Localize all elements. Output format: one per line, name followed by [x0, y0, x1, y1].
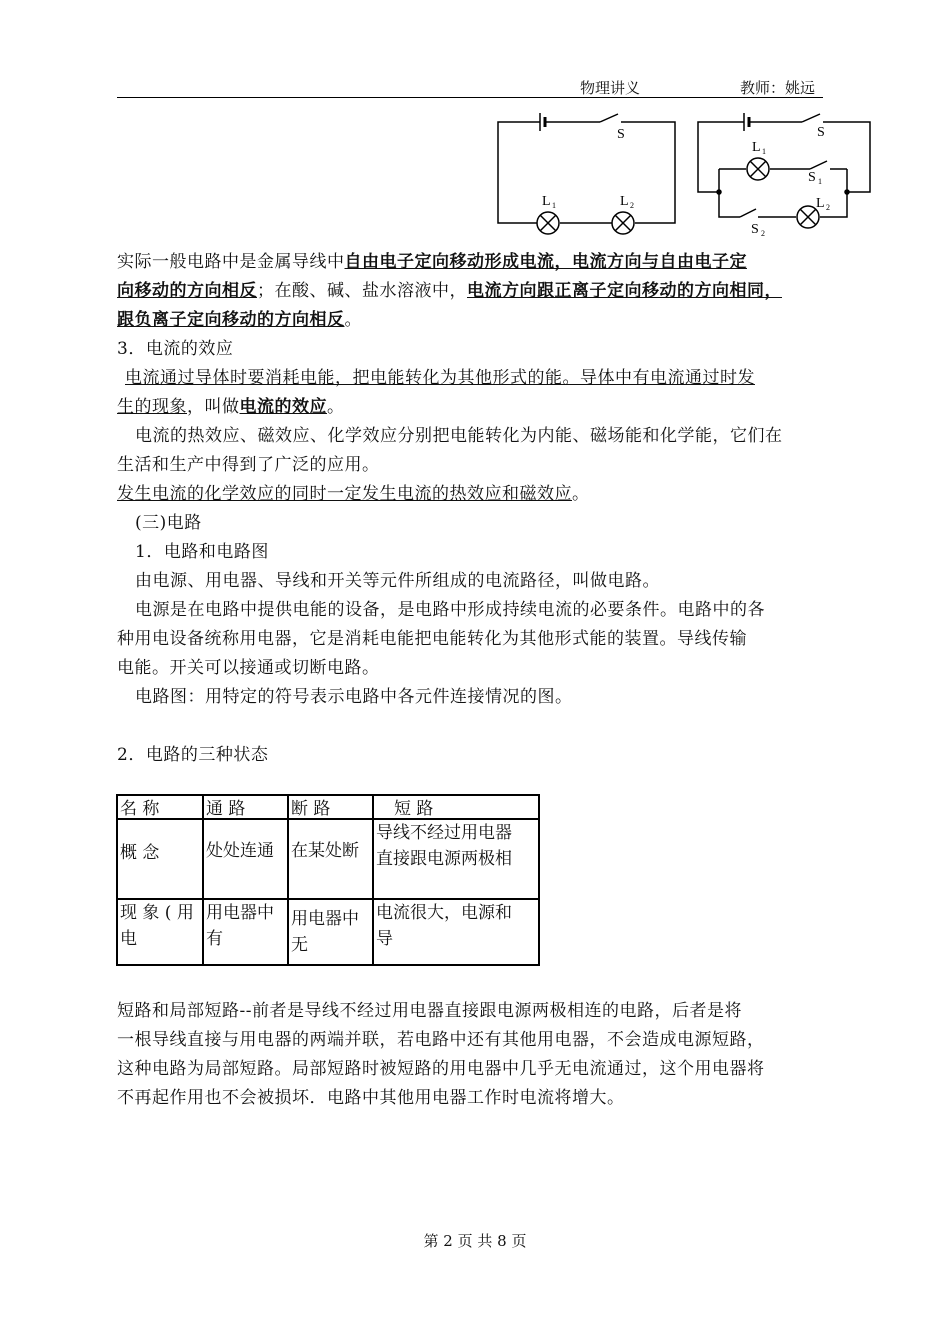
short-line4: 不再起作用也不会被损坏．电路中其他用电器工作时电流将增大。: [117, 1088, 625, 1108]
sec3-line1: 电流通过导体时要消耗电能，把电能转化为其他形式的能。导体中有电流通过时发: [125, 368, 755, 388]
header-cell: 通 路: [206, 799, 246, 818]
svg-text:S: S: [808, 170, 816, 185]
svg-text:1: 1: [762, 147, 766, 156]
table-cell: 在某处断: [291, 841, 359, 861]
header-rule: [117, 97, 823, 98]
table-row: [117, 819, 539, 899]
label-s: S: [617, 127, 625, 142]
table-cell: 导线不经过用电器 直接跟电源两极相: [376, 823, 512, 869]
series-circuit: [498, 113, 675, 234]
circuit-diagrams: [490, 105, 880, 240]
para1-line2: 向移动的方向相反；在酸、碱、盐水溶液中，电流方向跟正离子定向移动的方向相同，: [117, 281, 782, 301]
table-cell: 概 念: [120, 843, 160, 863]
table-cell: 现 象 ( 用 电: [120, 903, 194, 949]
svg-text:2: 2: [630, 201, 634, 210]
header-cell: 断 路: [291, 799, 331, 818]
svg-text:1: 1: [552, 201, 556, 210]
short-line3: 这种电路为局部短路。局部短路时被短路的用电器中几乎无电流通过，这个用电器将: [117, 1059, 765, 1079]
sec-circuit-sub1: 1．电路和电路图: [135, 542, 269, 562]
svg-text:S: S: [751, 222, 759, 237]
circuit-para-line2: 种用电设备统称用电器，它是消耗电能把电能转化为其他形式能的装置。导线传输: [117, 629, 747, 649]
circuit-definition: 由电源、用电器、导线和开关等元件所组成的电流路径，叫做电路。: [135, 571, 660, 591]
switch-blade: [600, 114, 618, 122]
circuit-diagram-def: 电路图：用特定的符号表示电路中各元件连接情况的图。: [135, 687, 573, 707]
svg-text:L: L: [752, 140, 761, 155]
circuit-para-line3: 电能。开关可以接通或切断电路。: [117, 658, 380, 678]
svg-text:2: 2: [761, 229, 765, 238]
sec3-title: 3．电流的效应: [117, 339, 234, 359]
short-line2: 一根导线直接与用电器的两端并联，若电路中还有其他用电器，不会造成电源短路，: [117, 1030, 765, 1050]
svg-text:1: 1: [818, 177, 822, 186]
sec3-line2: 生的现象，叫做电流的效应。: [117, 397, 345, 417]
svg-text:L: L: [620, 194, 629, 209]
header-subject: 物理讲义: [580, 79, 641, 97]
svg-text:L: L: [542, 194, 551, 209]
short-line1: 短路和局部短路--前者是导线不经过用电器直接跟电源两极相连的电路，后者是将: [117, 1001, 742, 1021]
header-teacher: 教师：姚远: [740, 79, 816, 97]
circuit-states-table: [116, 794, 540, 966]
circuit-para-line1: 电源是在电路中提供电能的设备，是电路中形成持续电流的必要条件。电路中的各: [135, 600, 765, 620]
header-cell: 名 称: [120, 799, 160, 818]
svg-text:2: 2: [826, 203, 830, 212]
table-cell: 用电器中 无: [291, 909, 359, 955]
sec-circuit-title: (三)电路: [135, 513, 202, 533]
sec-circuit-sub2: 2．电路的三种状态: [117, 745, 269, 765]
parallel-circuit: [698, 113, 870, 228]
page-footer: 第 2 页 共 8 页: [423, 1232, 527, 1250]
table-header-row: [117, 795, 539, 819]
svg-text:L: L: [816, 196, 825, 211]
sec3-line5: 发生电流的化学效应的同时一定发生电流的热效应和磁效应。: [117, 484, 590, 504]
table-row: [117, 899, 539, 965]
table-cell: 处处连通: [206, 841, 274, 861]
table-cell: 电流很大，电源和 导: [376, 903, 512, 949]
header-cell: 短 路: [394, 799, 434, 818]
svg-text:S: S: [817, 125, 825, 140]
para1-line1: 实际一般电路中是金属导线中自由电子定向移动形成电流，电流方向与自由电子定: [117, 252, 747, 272]
sec3-line4: 生活和生产中得到了广泛的应用。: [117, 455, 380, 475]
para1-line3: 跟负离子定向移动的方向相反。: [117, 310, 362, 330]
table-cell: 用电器中 有: [206, 903, 274, 949]
sec3-line3: 电流的热效应、磁效应、化学效应分别把电能转化为内能、磁场能和化学能，它们在: [135, 426, 783, 446]
